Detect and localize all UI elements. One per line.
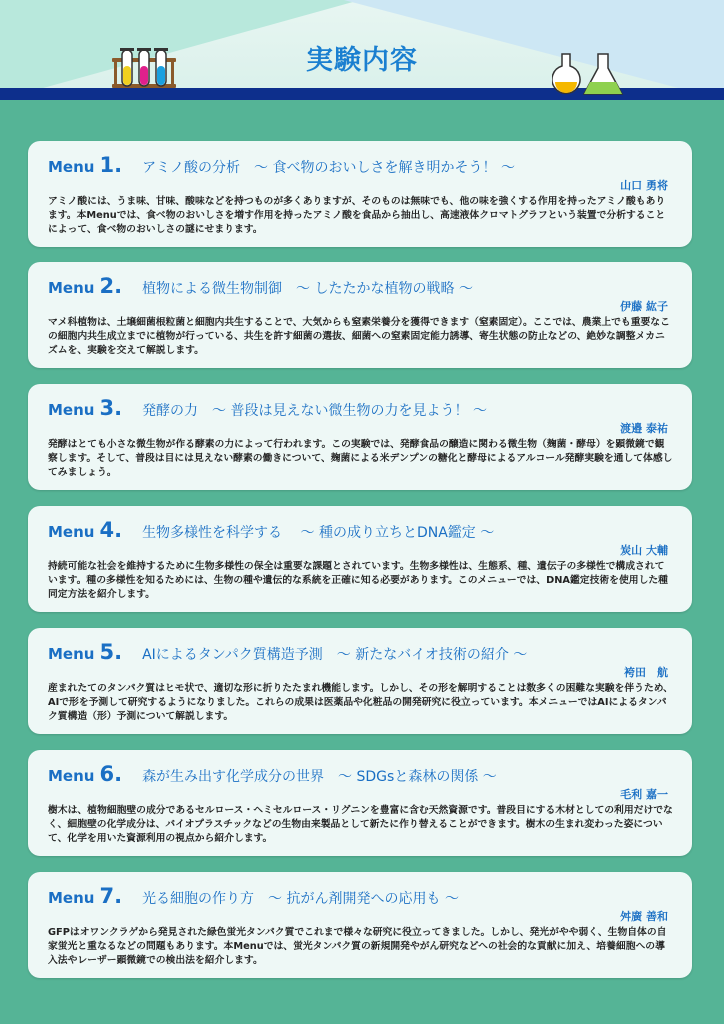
menu-title: AIによるタンパク質構造予測 ～ 新たなバイオ技術の紹介 ～ bbox=[142, 647, 528, 663]
menu-author: 渡邉 泰祐 bbox=[620, 422, 668, 435]
menu-heading bbox=[48, 640, 527, 664]
menu-heading bbox=[48, 274, 473, 298]
menu-number: 1. bbox=[99, 153, 123, 177]
menu-author: 山口 勇将 bbox=[620, 179, 668, 192]
page-title: 実験内容 bbox=[306, 45, 418, 76]
menu-description: 発酵はとても小さな微生物が作る酵素の力によって行われます。この実験では、発酵食品の醸造に関わる微生物（麹菌・酵母）を顕微鏡で観察します。そして、普段は目には見えない酵素の働きについて、麹菌による米デンプンの糖化と酵母によるアルコール発酵実験を通して体感してみましょう。 bbox=[48, 439, 673, 478]
menu-number: 4. bbox=[99, 518, 123, 542]
menu-number: 2. bbox=[99, 274, 123, 298]
menu-label: Menu bbox=[48, 767, 95, 785]
menu-card-4 bbox=[28, 506, 692, 612]
menu-description: アミノ酸には、うま味、甘味、酸味などを持つものが多くありますが、そのものは無味でも、他の味を強くする作用を持ったアミノ酸もあります。本Menuでは、食べ物のおいしさを増す作用を持ったアミノ酸を食品から抽出し、高速液体クロマトグラフという装置で分析することによって、食べ物のおいしさの謎にせまります。 bbox=[48, 196, 666, 235]
menu-card-3 bbox=[28, 384, 692, 490]
menu-card-7 bbox=[28, 872, 692, 978]
menu-title: 生物多様性を科学する ～ 種の成り立ちとDNA鑑定 ～ bbox=[142, 525, 495, 541]
menu-description: マメ科植物は、土壌細菌根粒菌と細胞内共生することで、大気からも窒素栄養分を獲得できます（窒素固定）。ここでは、農業上でも重要なこの細胞内共生成立までに植物が行っている、共生を許す細菌の選抜、細菌への窒素固定能力誘導、寄生状態の防止などの、絶妙な調整メカニズムを、実験を交えて解説します。 bbox=[48, 317, 670, 356]
menu-number: 3. bbox=[99, 396, 123, 420]
menu-description: GFPはオワンクラゲから発見された緑色蛍光タンパク質でこれまで様々な研究に役立ってきました。しかし、発光がやや弱く、生物自体の自家蛍光と重なるなどの問題もあります。本Menuでは、蛍光タンパク質の新規開発やがん研究などへの社会的な貢献に加え、培養細胞への導入法やレーザー顕微鏡での検出法を紹介します。 bbox=[48, 927, 667, 966]
menu-heading bbox=[48, 396, 487, 420]
menu-title: アミノ酸の分析 ～ 食べ物のおいしさを解き明かそう！ ～ bbox=[142, 160, 515, 176]
menu-card-5 bbox=[28, 628, 692, 734]
menu-author: 炭山 大輔 bbox=[620, 544, 668, 557]
menu-description: 産まれたてのタンパク質はヒモ状で、適切な形に折りたたまれ機能します。しかし、その形を解明することは数多くの困難な実験を伴うため、AIで形を予測して研究するようになりました。これらの成果は医薬品や化粧品の開発研究に役立っています。本メニューではAIによるタンパク質構造（形）予測について解説します。 bbox=[48, 683, 673, 722]
menu-title: 植物による微生物制御 ～ したたかな植物の戦略 ～ bbox=[142, 281, 473, 297]
menu-author: 毛利 嘉一 bbox=[620, 788, 668, 801]
menu-heading bbox=[48, 518, 494, 542]
menu-number: 5. bbox=[99, 640, 123, 664]
menu-label: Menu bbox=[48, 279, 95, 297]
menu-heading bbox=[48, 884, 459, 908]
menu-number: 7. bbox=[99, 884, 123, 908]
menu-description: 持続可能な社会を維持するために生物多様性の保全は重要な課題とされています。生物多様性は、生態系、種、遺伝子の多様性で構成されています。種の多様性を知るためには、生物の種や遺伝的な系統を正確に知る必要があります。このメニューでは、DNA鑑定技術を使用した種同定方法を紹介します。 bbox=[48, 561, 668, 600]
menu-title: 森が生み出す化学成分の世界 ～ SDGsと森林の関係 ～ bbox=[142, 769, 497, 785]
menu-card-1 bbox=[28, 141, 692, 247]
menu-label: Menu bbox=[48, 889, 95, 907]
menu-author: 袴田 航 bbox=[624, 666, 668, 679]
menu-heading bbox=[48, 762, 497, 786]
menu-author: 舛廣 善和 bbox=[620, 910, 668, 923]
menu-author: 伊藤 紘子 bbox=[620, 300, 668, 313]
menu-label: Menu bbox=[48, 523, 95, 541]
menu-card-6 bbox=[28, 750, 692, 856]
menu-label: Menu bbox=[48, 645, 95, 663]
menu-number: 6. bbox=[99, 762, 123, 786]
menu-title: 光る細胞の作り方 ～ 抗がん剤開発への応用も ～ bbox=[142, 891, 459, 907]
menu-heading bbox=[48, 153, 515, 177]
menu-card-2 bbox=[28, 262, 692, 368]
menu-label: Menu bbox=[48, 158, 95, 176]
menu-description: 樹木は、植物細胞壁の成分であるセルロース・ヘミセルロース・リグニンを豊富に含む天然資源です。普段目にする木材としての利用だけでなく、細胞壁の化学成分は、バイオプラスチックなどの生物由来製品として新たに作り替えることができます。樹木の生まれ変わった姿について、化学を用いた資源利用の視点から紹介します。 bbox=[48, 805, 673, 844]
menu-label: Menu bbox=[48, 401, 95, 419]
menu-title: 発酵の力 ～ 普段は見えない微生物の力を見よう！ ～ bbox=[142, 403, 487, 419]
